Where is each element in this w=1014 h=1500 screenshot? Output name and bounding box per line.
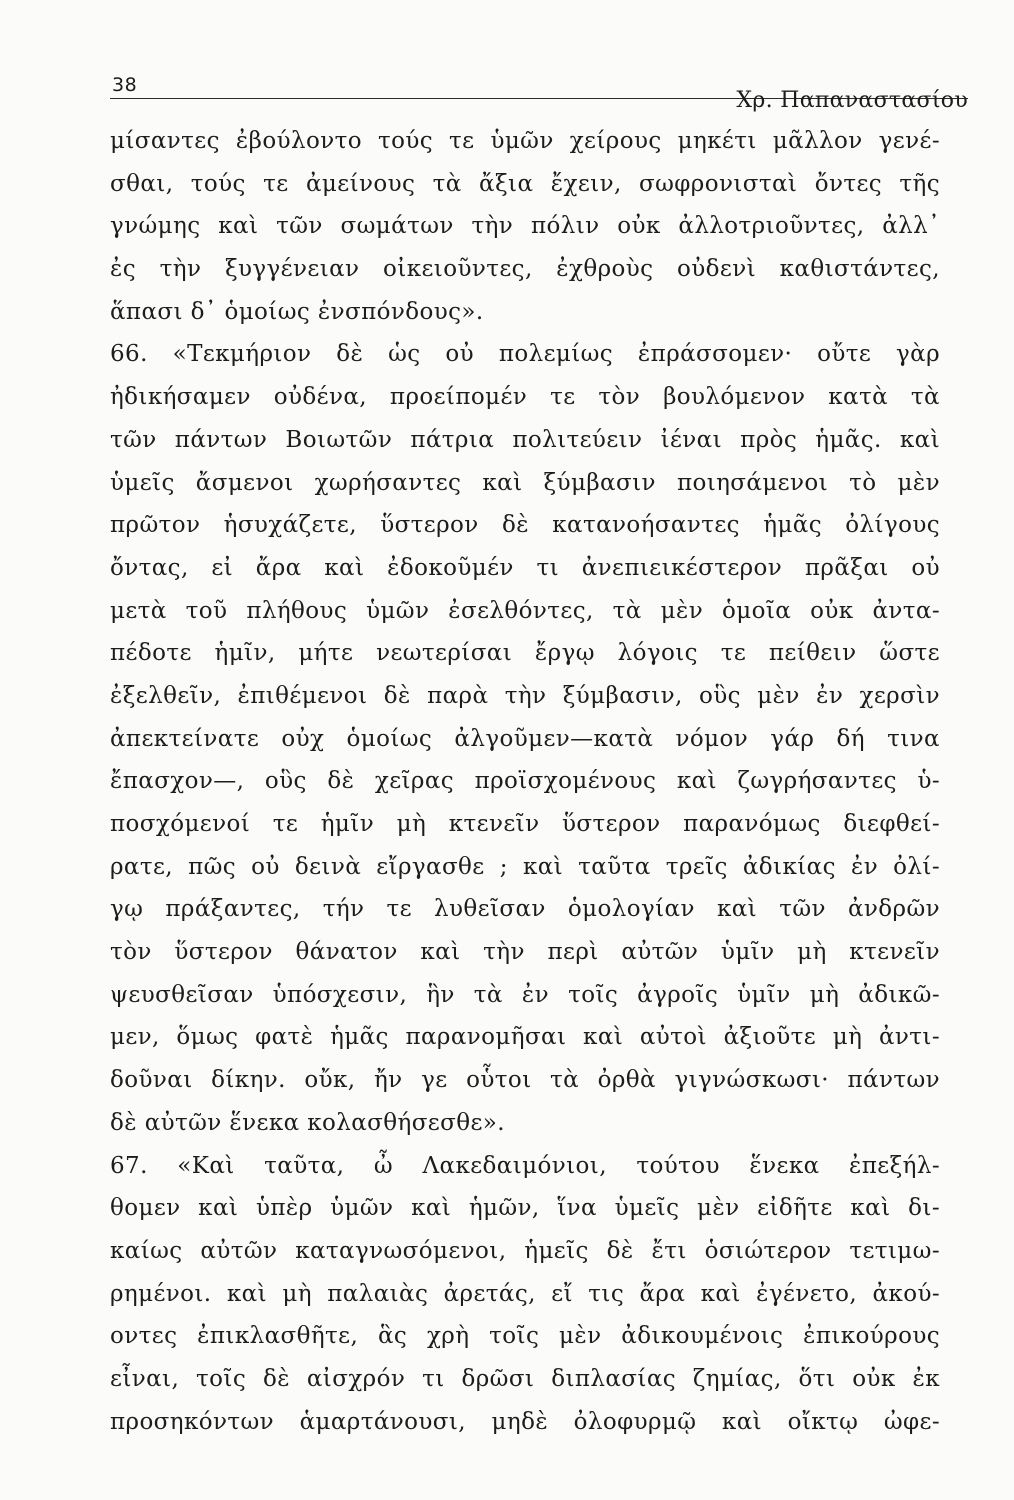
- text-line: ἠδικήσαμεν οὐδένα, προείπομέν τε τὸν βουλόμενον κατὰ τὰ: [110, 384, 940, 411]
- text-line: ἐξελθεῖν, ἐπιθέμενοι δὲ παρὰ τὴν ξύμβασιν, οὓς μὲν ἐν χερσὶν: [110, 682, 940, 709]
- text-line: μετὰ τοῦ πλήθους ὑμῶν ἐσελθόντες, τὰ μὲν ὁμοῖα οὐκ ἀντα-: [110, 597, 940, 624]
- text-line: καίως αὐτῶν καταγνωσόμενοι, ἡμεῖς δὲ ἔτι ὁσιώτερον τετιμω-: [110, 1237, 940, 1264]
- text-line: πρῶτον ἡσυχάζετε, ὕστερον δὲ κατανοήσαντες ἡμᾶς ὀλίγους: [110, 512, 940, 539]
- text-line: ρημένοι. καὶ μὴ παλαιὰς ἀρετάς, εἴ τις ἄρα καὶ ἐγένετο, ἀκού-: [110, 1280, 940, 1307]
- text-line: προσηκόντων ἁμαρτάνουσι, μηδὲ ὀλοφυρμῷ καὶ οἴκτῳ ὠφε-: [110, 1408, 940, 1435]
- text-line: ρατε, πῶς οὐ δεινὰ εἴργασθε ; καὶ ταῦτα τρεῖς ἀδικίας ἐν ὀλί-: [110, 853, 940, 880]
- text-line: θομεν καὶ ὑπὲρ ὑμῶν καὶ ἡμῶν, ἵνα ὑμεῖς μὲν εἰδῆτε καὶ δι-: [110, 1195, 940, 1222]
- text-line: ἀπεκτείνατε οὐχ ὁμοίως ἀλγοῦμεν—κατὰ νόμον γάρ δή τινα: [110, 725, 940, 752]
- text-line: ἅπασι δ᾽ ὁμοίως ἐνσπόνδους».: [110, 298, 484, 325]
- text-line: δοῦναι δίκην. οὔκ, ἤν γε οὗτοι τὰ ὀρθὰ γιγνώσκωσι· πάντων: [110, 1067, 940, 1094]
- text-line: 67. «Καὶ ταῦτα, ὦ Λακεδαιμόνιοι, τούτου ἕνεκα ἐπεξήλ-: [110, 1152, 940, 1179]
- text-line: οντες ἐπικλασθῆτε, ἃς χρὴ τοῖς μὲν ἀδικουμένοις ἐπικούρους: [110, 1323, 940, 1350]
- text-line: τὸν ὕστερον θάνατον καὶ τὴν περὶ αὐτῶν ὑμῖν μὴ κτενεῖν: [110, 939, 940, 966]
- text-line: πέδοτε ἡμῖν, μήτε νεωτερίσαι ἔργῳ λόγοις τε πείθειν ὥστε: [110, 640, 940, 667]
- running-head-author: Χρ. Παπαναστασίου: [736, 88, 968, 113]
- text-line: σθαι, τούς τε ἀμείνους τὰ ἄξια ἔχειν, σωφρονισταὶ ὄντες τῆς: [110, 170, 940, 197]
- text-line: μεν, ὅμως φατὲ ἡμᾶς παρανομῆσαι καὶ αὐτοὶ ἀξιοῦτε μὴ ἀντι-: [110, 1024, 940, 1051]
- text-line: ψευσθεῖσαν ὑπόσχεσιν, ἣν τὰ ἐν τοῖς ἀγροῖς ὑμῖν μὴ ἀδικῶ-: [110, 981, 940, 1008]
- text-line: ὄντας, εἰ ἄρα καὶ ἐδοκοῦμέν τι ἀνεπιεικέστερον πρᾶξαι οὐ: [110, 554, 940, 581]
- text-line: ἐς τὴν ξυγγένειαν οἰκειοῦντες, ἐχθροὺς οὐδενὶ καθιστάντες,: [110, 256, 940, 283]
- text-line: 66. «Τεκμήριον δὲ ὡς οὐ πολεμίως ἐπράσσομεν· οὔτε γὰρ: [110, 341, 940, 368]
- text-line: δὲ αὐτῶν ἕνεκα κολασθήσεσθε».: [110, 1109, 505, 1136]
- text-line: γνώμης καὶ τῶν σωμάτων τὴν πόλιν οὐκ ἀλλοτριοῦντες, ἀλλ᾽: [110, 213, 940, 240]
- text-line: ἔπασχον—, οὓς δὲ χεῖρας προϊσχομένους καὶ ζωγρήσαντες ὑ-: [110, 768, 940, 795]
- text-line: εἶναι, τοῖς δὲ αἰσχρόν τι δρῶσι διπλασίας ζημίας, ὅτι οὐκ ἐκ: [110, 1365, 940, 1392]
- text-line: μίσαντες ἐβούλοντο τούς τε ὑμῶν χείρους μηκέτι μᾶλλον γενέ-: [110, 128, 940, 154]
- text-line: τῶν πάντων Βοιωτῶν πάτρια πολιτεύειν ἰέναι πρὸς ἡμᾶς. καὶ: [110, 426, 940, 453]
- text-line: ποσχόμενοί τε ἡμῖν μὴ κτενεῖν ὕστερον παρανόμως διεφθεί-: [110, 811, 940, 837]
- page-number: 38: [112, 74, 138, 96]
- page-header: [110, 74, 968, 118]
- text-line: ὑμεῖς ἄσμενοι χωρήσαντες καὶ ξύμβασιν ποιησάμενοι τὸ μὲν: [110, 469, 940, 496]
- text-line: γῳ πράξαντες, τήν τε λυθεῖσαν ὁμολογίαν καὶ τῶν ἀνδρῶν: [110, 896, 940, 923]
- body-text: [110, 120, 940, 1443]
